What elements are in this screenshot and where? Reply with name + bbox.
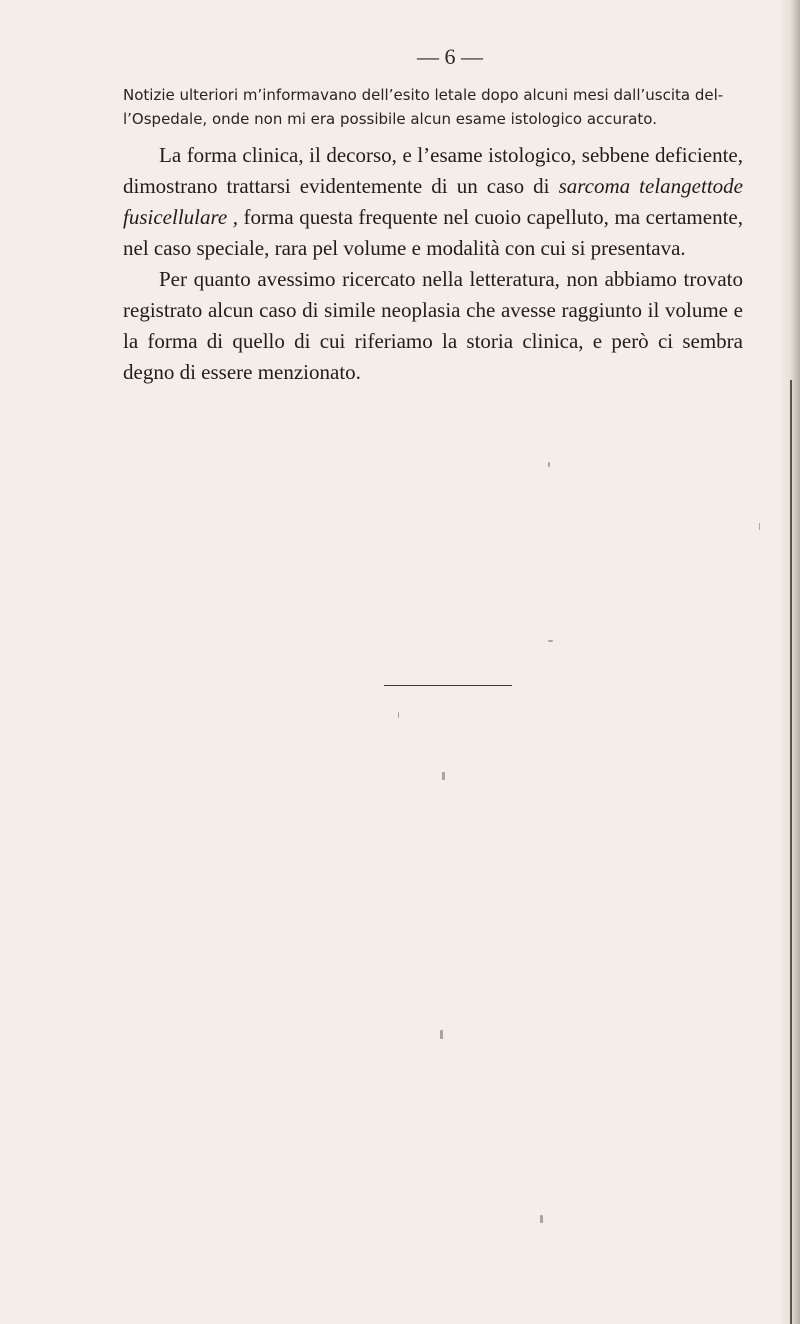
paper-speck xyxy=(398,712,399,718)
page-edge-line xyxy=(790,380,792,1324)
paragraph-2: Per quanto avessimo ricercato nella letteratura, non abbiamo trovato registrato alcun caso di simile neoplasia che avesse raggiunto il volume e la forma di quello di cui riferiamo la storia clinica, e però ci sembra degno di essere menzionato. xyxy=(123,267,743,384)
section-divider-rule xyxy=(384,685,512,686)
body-text xyxy=(123,140,743,388)
footnote-line-1: Notizie ulteriori m’informavano dell’esito letale dopo alcuni mesi dall’uscita del- xyxy=(123,86,724,104)
paragraph-1-italic-term: sarcoma telangettode fusicellulare , xyxy=(123,174,743,229)
paper-speck xyxy=(540,1215,543,1223)
paper-speck xyxy=(440,1030,443,1039)
footnote-block xyxy=(123,83,743,131)
paragraph-1-before-italic: La forma clinica, il decorso, e l’esame istologico, sebbene deficiente, dimostrano trattarsi evidentemente di un caso di xyxy=(123,143,743,198)
paragraph-1-after-italic: forma questa frequente nel cuoio capelluto, ma certamente, nel caso speciale, rara pel volume e modalità con cui si presentava. xyxy=(123,205,743,260)
page-edge-shadow xyxy=(778,0,800,1324)
paper-speck xyxy=(759,523,760,530)
footnote-line-2: l’Ospedale, onde non mi era possibile alcun esame istologico accurato. xyxy=(123,110,657,128)
paragraph-1 xyxy=(123,140,743,264)
paper-speck xyxy=(548,640,553,642)
paper-speck xyxy=(442,772,445,780)
paper-speck xyxy=(548,462,550,467)
page-number: — 6 — xyxy=(417,44,483,69)
